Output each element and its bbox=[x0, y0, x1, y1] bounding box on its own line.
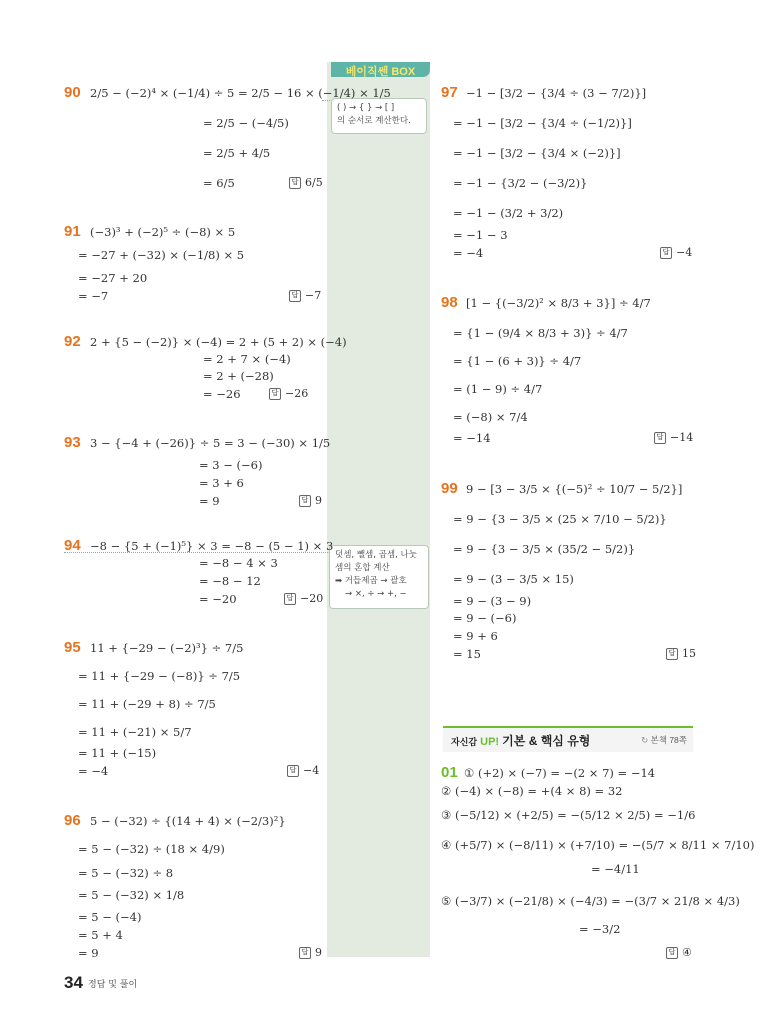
middle-box-header bbox=[331, 62, 430, 77]
answer-mark-icon: 답 bbox=[287, 765, 299, 777]
solution-line: = −27 + (−32) × (−1/8) × 5 bbox=[78, 248, 245, 262]
solution-line: = 11 + {−29 − (−8)} ÷ 7/5 bbox=[78, 669, 241, 683]
solution-line: = 9 bbox=[78, 946, 99, 960]
answer-value: ④ bbox=[682, 946, 692, 959]
answer-mark-icon: 답 bbox=[299, 495, 311, 507]
section-banner bbox=[443, 726, 693, 752]
solution-line: 3 − {−4 + (−26)} ÷ 5 = 3 − (−30) × 1/5 bbox=[90, 436, 331, 450]
solution-line: = 11 + (−29 + 8) ÷ 7/5 bbox=[78, 697, 216, 711]
answer bbox=[299, 946, 322, 959]
solution-line: = −4 bbox=[453, 246, 484, 260]
problem-number: 94 bbox=[64, 537, 81, 554]
solution-line: = 9 − (3 − 9) bbox=[453, 594, 532, 608]
solution-line: [1 − {(−3/2)² × 8/3 + 3}] ÷ 4/7 bbox=[466, 296, 651, 310]
answer bbox=[666, 946, 692, 959]
solution-line: = 3 − (−6) bbox=[199, 458, 263, 472]
answer-mark-icon: 답 bbox=[666, 648, 678, 660]
solution-line: −1 − [3/2 − {3/4 ÷ (3 − 7/2)}] bbox=[466, 86, 647, 100]
tip-box-mixed bbox=[329, 545, 429, 609]
answer-mark-icon: 답 bbox=[284, 593, 296, 605]
answer-value: −26 bbox=[285, 387, 309, 400]
solution-line: = 9 − (3 − 3/5 × 15) bbox=[453, 572, 574, 586]
solution-line: = (−8) × 7/4 bbox=[453, 410, 528, 424]
solution-line: = −3/2 bbox=[579, 922, 621, 936]
solution-line: = 3 + 6 bbox=[199, 476, 244, 490]
problem-number: 90 bbox=[64, 84, 81, 101]
solution-line: = 5 − (−4) bbox=[78, 910, 142, 924]
section-reference bbox=[641, 734, 687, 746]
problem-number: 96 bbox=[64, 812, 81, 829]
answer-value: 15 bbox=[682, 647, 696, 660]
solution-line: ① (+2) × (−7) = −(2 × 7) = −14 bbox=[464, 766, 656, 780]
solution-line: = 11 + (−15) bbox=[78, 746, 157, 760]
problem-number: 01 bbox=[441, 764, 458, 781]
solution-line: = {1 − (9/4 × 8/3 + 3)} ÷ 4/7 bbox=[453, 326, 628, 340]
solution-line: = −7 bbox=[78, 289, 109, 303]
problem-number: 93 bbox=[64, 434, 81, 451]
answer-mark-icon: 답 bbox=[654, 432, 666, 444]
solution-line: = −1 − [3/2 − {3/4 × (−2)}] bbox=[453, 146, 621, 160]
solution-line: 2 + {5 − (−2)} × (−4) = 2 + (5 + 2) × (−4) bbox=[90, 335, 347, 349]
solution-line: ⑤ (−3/7) × (−21/8) × (−4/3) = −(3/7 × 21/8 × 4/3) bbox=[441, 894, 740, 908]
solution-line: = −8 − 12 bbox=[199, 574, 261, 588]
answer-value: −20 bbox=[300, 592, 324, 605]
answer bbox=[299, 494, 322, 507]
middle-box-strip bbox=[327, 62, 430, 957]
answer-value: 6/5 bbox=[305, 176, 323, 189]
solution-line: = 11 + (−21) × 5/7 bbox=[78, 725, 192, 739]
solution-line: = −4/11 bbox=[591, 862, 640, 876]
tip-line: → ×, ÷ → +, − bbox=[345, 589, 407, 599]
footer-label: 정답 및 풀이 bbox=[88, 980, 138, 990]
solution-line: 11 + {−29 − (−2)³} ÷ 7/5 bbox=[90, 641, 244, 655]
middle-box-title: 베이직쎈 BOX bbox=[345, 66, 416, 78]
answer bbox=[284, 592, 323, 605]
answer-mark-icon: 답 bbox=[299, 947, 311, 959]
answer-mark-icon: 답 bbox=[289, 290, 301, 302]
solution-line: ④ (+5/7) × (−8/11) × (+7/10) = −(5/7 × 8/11 × 7/10) bbox=[441, 838, 755, 852]
solution-line: = {1 − (6 + 3)} ÷ 4/7 bbox=[453, 354, 582, 368]
solution-line: = −20 bbox=[199, 592, 237, 606]
solution-line: = 9 bbox=[199, 494, 220, 508]
section-ref-text: 본책 78쪽 bbox=[650, 735, 687, 745]
solution-line: ② (−4) × (−8) = +(4 × 8) = 32 bbox=[441, 784, 623, 798]
answer-value: 9 bbox=[315, 494, 322, 507]
solution-line: = 5 − (−32) ÷ (18 × 4/9) bbox=[78, 842, 225, 856]
answer bbox=[654, 431, 693, 444]
answer bbox=[269, 387, 308, 400]
problem-number: 91 bbox=[64, 223, 81, 240]
solution-line: = −14 bbox=[453, 431, 491, 445]
solution-line: 5 − (−32) ÷ {(14 + 4) × (−2/3)²} bbox=[90, 814, 286, 828]
answer bbox=[289, 289, 321, 302]
solution-line: ③ (−5/12) × (+2/5) = −(5/12 × 2/5) = −1/6 bbox=[441, 808, 696, 822]
solution-line: = −1 − 3 bbox=[453, 228, 508, 242]
problem-number: 98 bbox=[441, 294, 458, 311]
solution-line: = 5 + 4 bbox=[78, 928, 123, 942]
answer-mark-icon: 답 bbox=[269, 388, 281, 400]
tip-line: 의 순서로 계산한다. bbox=[337, 116, 411, 126]
solution-line: = −4 bbox=[78, 764, 109, 778]
solution-line: = 9 − {3 − 3/5 × (35/2 − 5/2)} bbox=[453, 542, 636, 556]
section-prefix: 자신감 bbox=[451, 737, 478, 747]
solution-line: = 9 − {3 − 3/5 × (25 × 7/10 − 5/2)} bbox=[453, 512, 667, 526]
solution-line: = 6/5 bbox=[203, 176, 235, 190]
solution-line: = −8 − 4 × 3 bbox=[199, 556, 278, 570]
answer-value: −14 bbox=[670, 431, 694, 444]
solution-line: −8 − {5 + (−1)⁵} × 3 = −8 − (5 − 1) × 3 bbox=[90, 539, 334, 553]
solution-line: = −1 − [3/2 − {3/4 ÷ (−1/2)}] bbox=[453, 116, 632, 130]
solution-line: = 2 + (−28) bbox=[203, 369, 274, 383]
problem-number: 99 bbox=[441, 480, 458, 497]
answer-value: −4 bbox=[303, 764, 320, 777]
solution-line: 2/5 − (−2)⁴ × (−1/4) ÷ 5 = 2/5 − 16 × (−1/4) × 1/5 bbox=[90, 86, 391, 100]
section-title bbox=[451, 732, 590, 749]
answer-mark-icon: 답 bbox=[660, 247, 672, 259]
problem-number: 97 bbox=[441, 84, 458, 101]
answer bbox=[289, 176, 323, 189]
solution-line: (−3)³ + (−2)⁵ ÷ (−8) × 5 bbox=[90, 225, 236, 239]
solution-line: = −1 − (3/2 + 3/2) bbox=[453, 206, 564, 220]
solution-line: = 2 + 7 × (−4) bbox=[203, 352, 291, 366]
problem-number: 95 bbox=[64, 639, 81, 656]
solution-line: = 2/5 + 4/5 bbox=[203, 146, 271, 160]
answer bbox=[287, 764, 319, 777]
solution-line: = 5 − (−32) ÷ 8 bbox=[78, 866, 174, 880]
solution-line: = 2/5 − (−4/5) bbox=[203, 116, 289, 130]
solution-line: = (1 − 9) ÷ 4/7 bbox=[453, 382, 543, 396]
answer-value: −4 bbox=[676, 246, 693, 259]
solution-line: = 15 bbox=[453, 647, 481, 661]
problem-number: 92 bbox=[64, 333, 81, 350]
answer-mark-icon: 답 bbox=[289, 177, 301, 189]
solution-line: = −27 + 20 bbox=[78, 271, 148, 285]
answer-mark-icon: 답 bbox=[666, 947, 678, 959]
solution-line: = −26 bbox=[203, 387, 241, 401]
tip-line: 셈의 혼합 계산 bbox=[335, 563, 390, 573]
answer bbox=[666, 647, 696, 660]
page-number: 34 bbox=[64, 973, 83, 992]
tip-box-order bbox=[331, 98, 427, 134]
tip-connector bbox=[322, 100, 330, 101]
solution-line: = −1 − {3/2 − (−3/2)} bbox=[453, 176, 588, 190]
answer bbox=[660, 246, 692, 259]
tip-line: ( ) → { } → [ ] bbox=[337, 103, 395, 113]
section-main: 기본 & 핵심 유형 bbox=[502, 734, 591, 748]
tip-line: 덧셈, 뺄셈, 곱셈, 나눗 bbox=[335, 550, 417, 560]
section-up: UP! bbox=[480, 736, 500, 748]
answer-value: 9 bbox=[315, 946, 322, 959]
tip-line: ➡ 거듭제곱 → 괄호 bbox=[335, 576, 407, 586]
solution-line: = 9 + 6 bbox=[453, 629, 498, 643]
solution-line: = 9 − (−6) bbox=[453, 611, 517, 625]
refresh-icon: ↻ bbox=[641, 735, 651, 745]
solution-line: = 5 − (−32) × 1/8 bbox=[78, 888, 185, 902]
solution-line: 9 − [3 − 3/5 × {(−5)² ÷ 10/7 − 5/2}] bbox=[466, 482, 683, 496]
answer-value: −7 bbox=[305, 289, 322, 302]
